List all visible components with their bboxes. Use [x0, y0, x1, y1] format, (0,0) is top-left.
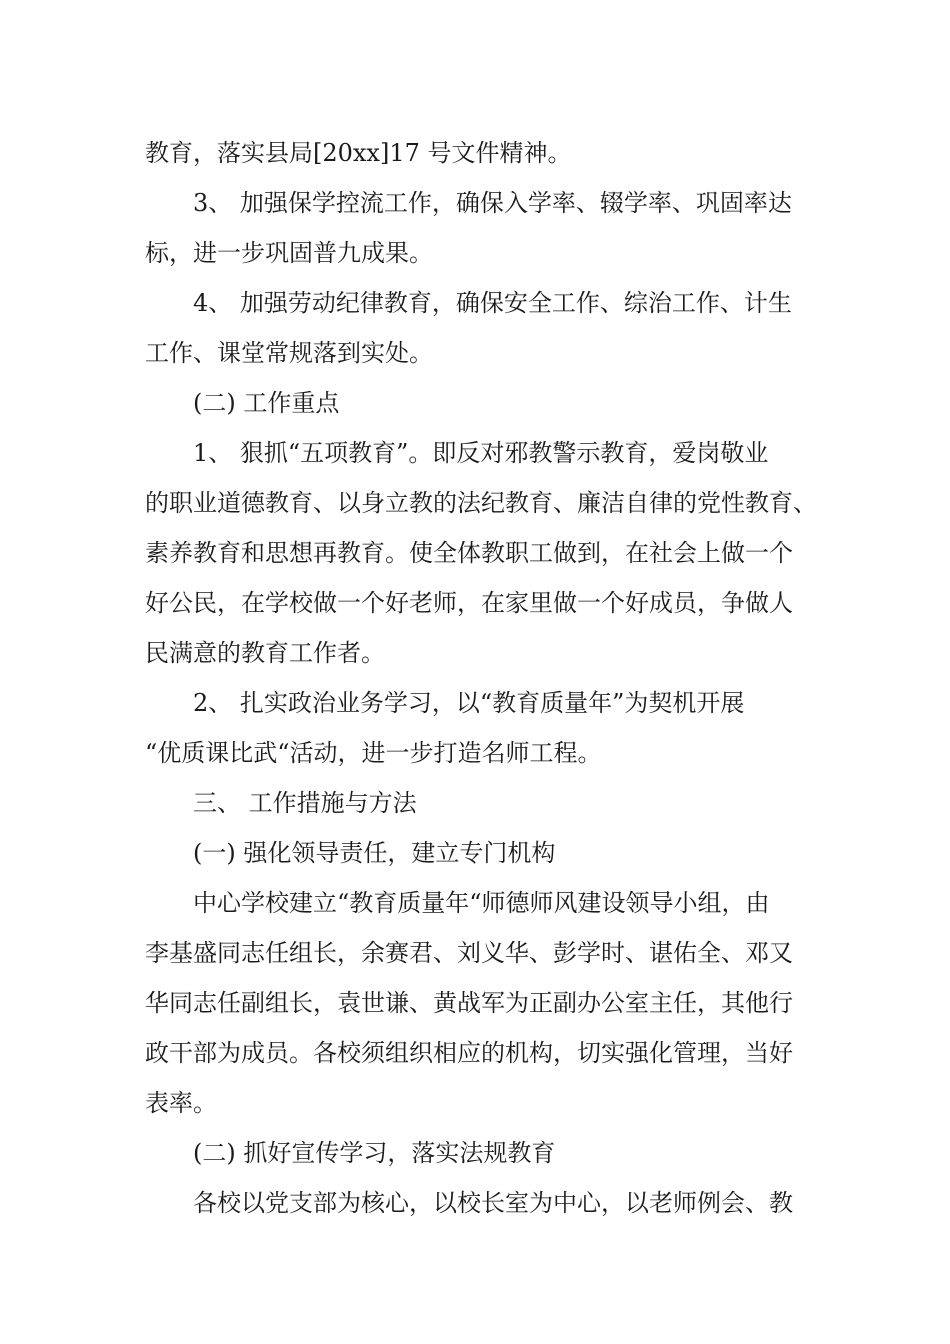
text-line: 的职业道德教育、以身立教的法纪教育、廉洁自律的党性教育、 [145, 489, 817, 517]
text-line: 教育，落实县局[20xx]17 号文件精神。 [145, 139, 572, 167]
paragraph-start: 中心学校建立“教育质量年“师德师风建设领导小组，由 [193, 889, 770, 917]
list-item-1: 1、 狠抓“五项教育”。即反对邪教警示教育，爱岗敬业 [193, 439, 769, 467]
text-line: 李基盛同志任组长，余赛君、刘义华、彭学时、谌佑全、邓又 [145, 939, 793, 967]
text-line: 华同志任副组长，袁世谦、黄战军为正副办公室主任，其他行 [145, 989, 793, 1017]
list-item-2: 2、 扎实政治业务学习，以“教育质量年”为契机开展 [193, 689, 745, 717]
document-body [145, 128, 817, 1228]
text-line: 政干部为成员。各校须组织相应的机构，切实强化管理，当好 [145, 1039, 793, 1067]
text-line: 素养教育和思想再教育。使全体教职工做到，在社会上做一个 [145, 539, 793, 567]
list-item-4: 4、 加强劳动纪律教育，确保安全工作、综治工作、计生 [193, 289, 792, 317]
paragraph-start: 各校以党支部为核心，以校长室为中心，以老师例会、教 [193, 1189, 793, 1217]
section-heading: (二) 工作重点 [193, 389, 340, 417]
text-line: 工作、课堂常规落到实处。 [145, 339, 433, 367]
text-line: 好公民，在学校做一个好老师，在家里做一个好成员，争做人 [145, 589, 793, 617]
subsection-heading: (一) 强化领导责任，建立专门机构 [193, 839, 556, 867]
text-line: 民满意的教育工作者。 [145, 639, 385, 667]
list-item-3: 3、 加强保学控流工作，确保入学率、辍学率、巩固率达 [193, 189, 792, 217]
text-line: “优质课比武“活动，进一步打造名师工程。 [145, 739, 602, 767]
subsection-heading: (二) 抓好宣传学习，落实法规教育 [193, 1139, 556, 1167]
text-line: 标，进一步巩固普九成果。 [145, 239, 433, 267]
section-heading: 三、 工作措施与方法 [193, 789, 417, 817]
text-line: 表率。 [145, 1089, 217, 1117]
